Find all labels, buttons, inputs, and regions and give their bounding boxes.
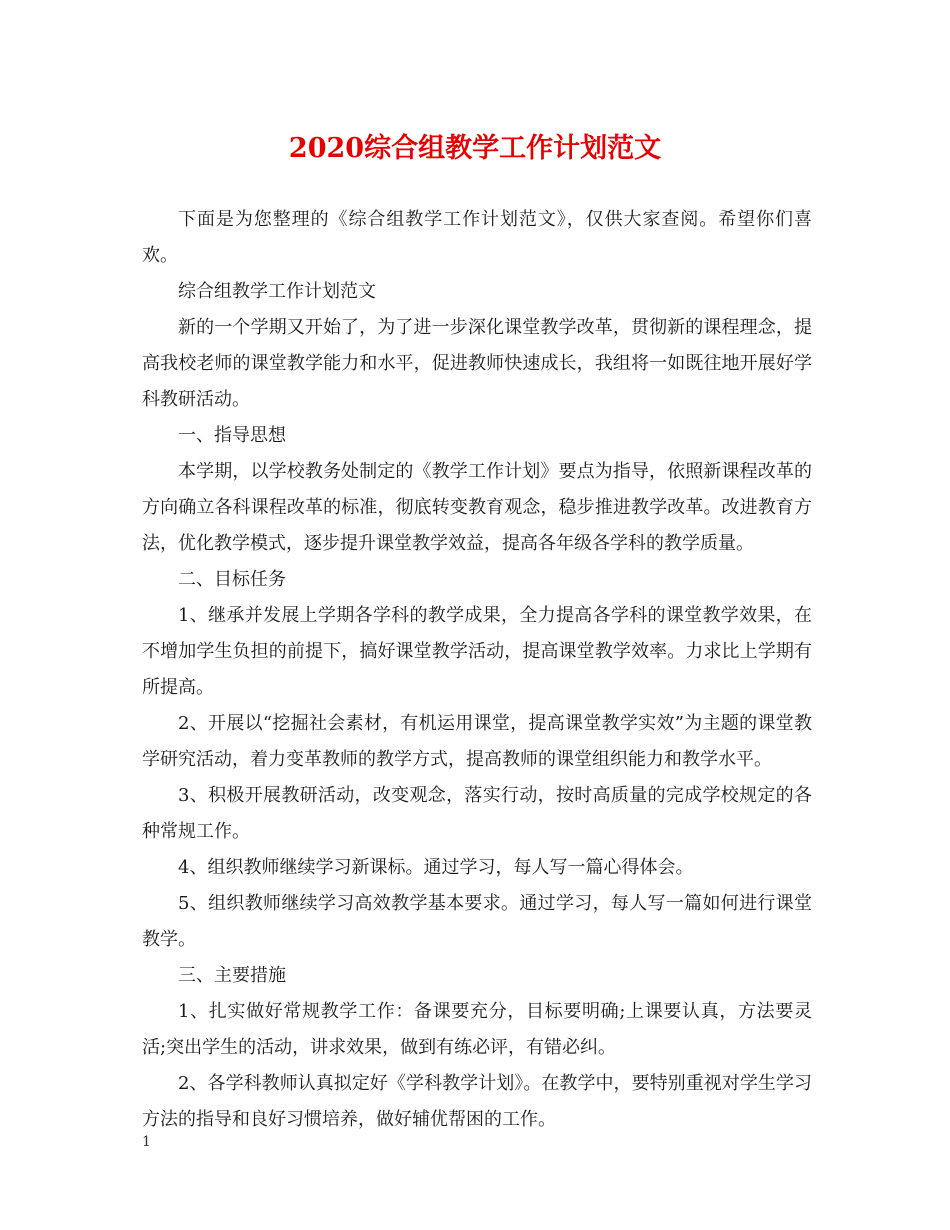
goal-item-2: 2、开展以“挖掘社会素材，有机运用课堂，提高课堂教学实效”为主题的课堂教学研究活动，着力变革教师的教学方式，提高教师的课堂组织能力和教学水平。 [142,713,812,770]
subtitle: 综合组教学工作计划范文 [178,281,376,302]
section-heading-measures: 三、主要措施 [178,965,286,986]
guiding-ideology-paragraph: 本学期，以学校教务处制定的《教学工作计划》要点为指导，依照新课程改革的方向确立各科课程改革的标准，彻底转变教育观念，稳步推进教学改革。改进教育方法，优化教学模式，逐步提升课堂教学效益，提高各年级各学科的教学质量。 [142,461,812,554]
document-title: 2020综合组教学工作计划范文 [288,133,662,164]
measure-item-2: 2、各学科教师认真拟定好《学科教学计划》。在教学中，要特别重视对学生学习方法的指导和良好习惯培养，做好辅优帮困的工作。 [142,1073,812,1130]
goal-item-1: 1、继承并发展上学期各学科的教学成果，全力提高各学科的课堂教学效果，在不增加学生负担的前提下，搞好课堂教学活动，提高课堂教学效率。力求比上学期有所提高。 [142,605,812,698]
page-number: 1 [142,1134,151,1150]
goal-item-5: 5、组织教师继续学习高效教学基本要求。通过学习，每人写一篇如何进行课堂教学。 [142,893,812,950]
opening-paragraph: 新的一个学期又开始了，为了进一步深化课堂教学改革，贯彻新的课程理念，提高我校老师的课堂教学能力和水平，促进教师快速成长，我组将一如既往地开展好学科教研活动。 [142,317,812,410]
measure-item-1: 1、扎实做好常规教学工作：备课要充分，目标要明确;上课要认真，方法要灵活;突出学生的活动，讲求效果，做到有练必评，有错必纠。 [142,1001,812,1058]
section-heading-guiding-ideology: 一、指导思想 [178,425,286,446]
section-heading-goals: 二、目标任务 [178,569,286,590]
document-body [142,202,812,1138]
goal-item-3: 3、积极开展教研活动，改变观念，落实行动，按时高质量的完成学校规定的各种常规工作。 [142,785,812,842]
intro-paragraph: 下面是为您整理的《综合组教学工作计划范文》，仅供大家查阅。希望你们喜欢。 [142,209,812,266]
goal-item-4: 4、组织教师继续学习新课标。通过学习，每人写一篇心得体会。 [178,857,694,878]
